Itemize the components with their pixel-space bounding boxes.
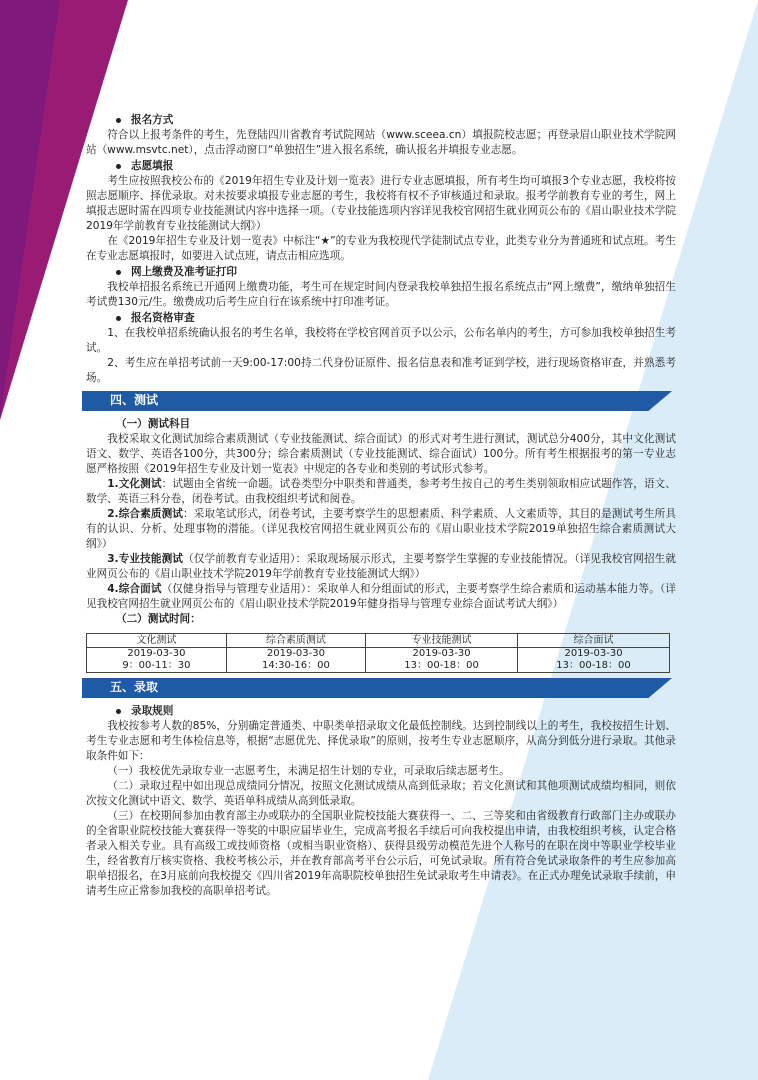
section-4-title: 四、测试	[110, 393, 159, 407]
table-cell: 2019-03-30 13：00-18：00	[366, 648, 518, 673]
admission-heading: 录取规则	[86, 704, 676, 719]
signup-heading: 报名方式	[86, 113, 676, 128]
qualify-text-1: 1、在我校单招系统确认报名的考生名单，我校将在学校官网首页予以公示，公布名单内的考生，方可参加我校单独招生考试。	[86, 327, 676, 354]
table-cell: 2019-03-30 14:30-16：00	[226, 648, 365, 673]
test-item-2: 2.综合素质测试：采取笔试形式，闭卷考试，主要考察学生的思想素质、科学素质、人文素质等，其目的是测试考生所具有的认识、分析、处理事物的潜能。（详见我校官网招生就业网页公布的《眉山职业技术学院2019单独招生综合素质测试大纲》）	[86, 508, 676, 550]
test-schedule-table	[86, 633, 670, 673]
table-header-cell: 综合面试	[518, 634, 670, 648]
table-cell: 2019-03-30 13：00-18：00	[518, 648, 670, 673]
table-header-row	[87, 634, 670, 648]
admission-rule-3: （三）在校期间参加由教育部主办或联办的全国职业院校技能大赛获得一、二、三等奖和由省级教育行政部门主办或联办的全省职业院校技能大赛获得一等奖的中职应届毕业生，完成高考报名手续后可向我校提出申请，由我校组织考核，认定合格者录入相关专业。具有高级工或技师资格（或相当职业资格）、获得县级劳动模范先进个人称号的在职在岗中等职业学校毕业生，经省教育厅核实资格、我校考核公示，并在教育部高考平台公示后，可免试录取。所有符合免试录取条件的考生应参加高职单招报名，在3月底前向我校提交《四川省2019年高职院校单独招生免试录取考生申请表》。在正式办理免试录取手续前，申请考生应正常参加我校的高职单招考试。	[86, 810, 676, 897]
payment-heading: 网上缴费及准考证打印	[86, 265, 676, 280]
wishes-heading: 志愿填报	[86, 159, 676, 174]
qualify-heading: 报名资格审查	[86, 311, 676, 326]
table-header-cell: 综合素质测试	[226, 634, 365, 648]
section-5-bar	[82, 678, 672, 698]
bullet-icon	[116, 316, 121, 321]
decor-left-triangle-shade	[0, 0, 60, 420]
test-subjects-heading: （一）测试科目	[116, 418, 191, 430]
qualify-text-2: 2、考生应在单招考试前一天9:00-17:00持二代身份证原件、报名信息表和准考证到学校，进行现场资格审查，并熟悉考场。	[86, 357, 676, 384]
admission-rule-2: （二）录取过程中如出现总成绩同分情况，按照文化测试成绩从高到低录取；若文化测试和其他项测试成绩均相同，则依次按文化测试中语文、数学、英语单科成绩从高到低录取。	[86, 780, 676, 807]
wishes-text-1: 考生应按照我校公布的《2019年招生专业及计划一览表》进行专业志愿填报，所有考生均可填报3个专业志愿，我校将按照志愿顺序、择优录取。对未按要求填报专业志愿的考生，我校将有权不予审核通过和录取。报考学前教育专业的考生，网上填报志愿时需在四项专业技能测试内容中选择一项。（专业技能选项内容详见我校官网招生就业网页公布的《眉山职业技术学院2019年学前教育专业技能测试大纲》）	[86, 175, 676, 232]
signup-text: 符合以上报考条件的考生，先登陆四川省教育考试院网站（www.sceea.cn）填报院校志愿；再登录眉山职业技术学院网站（www.msvtc.net），点击浮动窗口“单独招生”进入报名系统，确认报名并填报专业志愿。	[86, 129, 676, 156]
test-time-heading: （二）测试时间：	[116, 613, 201, 625]
bullet-icon	[116, 164, 121, 169]
table-cell: 2019-03-30 9：00-11：30	[87, 648, 227, 673]
wishes-text-2: 在《2019年招生专业及计划一览表》中标注“★”的专业为我校现代学徒制试点专业，此类专业分为普通班和试点班。考生在专业志愿填报时，如要进入试点班，请点击相应选项。	[86, 235, 676, 262]
admission-rule-1: （一）我校优先录取专业一志愿考生，未满足招生计划的专业，可录取后续志愿考生。	[107, 765, 510, 777]
bullet-icon	[116, 709, 121, 714]
table-row	[87, 648, 670, 673]
test-item-1: 1.文化测试：试题由全省统一命题。试卷类型分中职类和普通类，参考考生按自己的考生类别领取相应试题作答，语文、数学、英语三科分卷，闭卷考试。由我校组织考试和阅卷。	[86, 478, 676, 505]
section-5-title: 五、录取	[110, 680, 159, 694]
bullet-icon	[116, 270, 121, 275]
payment-text: 我校单招报名系统已开通网上缴费功能，考生可在规定时间内登录我校单独招生报名系统点击“网上缴费”，缴纳单独招生考试费130元/生。缴费成功后考生应自行在该系统中打印准考证。	[86, 281, 676, 308]
bullet-icon	[116, 118, 121, 123]
page-content	[86, 112, 676, 899]
table-header-cell: 专业技能测试	[366, 634, 518, 648]
admission-intro: 我校按参考人数的85%，分别确定普通类、中职类单招录取文化最低控制线。达到控制线以上的考生，我校按招生计划、考生专业志愿和考生体检信息等，根据“志愿优先、择优录取”的原则，按考生专业志愿顺序，从高分到低分进行录取。其他录取条件如下：	[86, 720, 676, 762]
test-item-3: 3.专业技能测试（仅学前教育专业适用）：采取现场展示形式，主要考察学生掌握的专业技能情况。（详见我校官网招生就业网页公布的《眉山职业技术学院2019年学前教育专业技能测试大纲》）	[86, 553, 676, 580]
test-item-4: 4.综合面试（仅健身指导与管理专业适用）：采取单人和分组面试的形式，主要考察学生综合素质和运动基本能力等。（详见我校官网招生就业网页公布的《眉山职业技术学院2019年健身指导与管理专业综合面试考试大纲》）	[86, 583, 676, 610]
section-4-bar	[82, 391, 672, 411]
test-intro: 我校采取文化测试加综合素质测试（专业技能测试、综合面试）的形式对考生进行测试，测试总分400分，其中文化测试语文、数学、英语各100分，共300分；综合素质测试（专业技能测试、综合面试）100分。所有考生根据报考的第一专业志愿严格按照《2019年招生专业及计划一览表》中规定的各专业和类别的考试形式参考。	[86, 433, 676, 475]
table-header-cell: 文化测试	[87, 634, 227, 648]
